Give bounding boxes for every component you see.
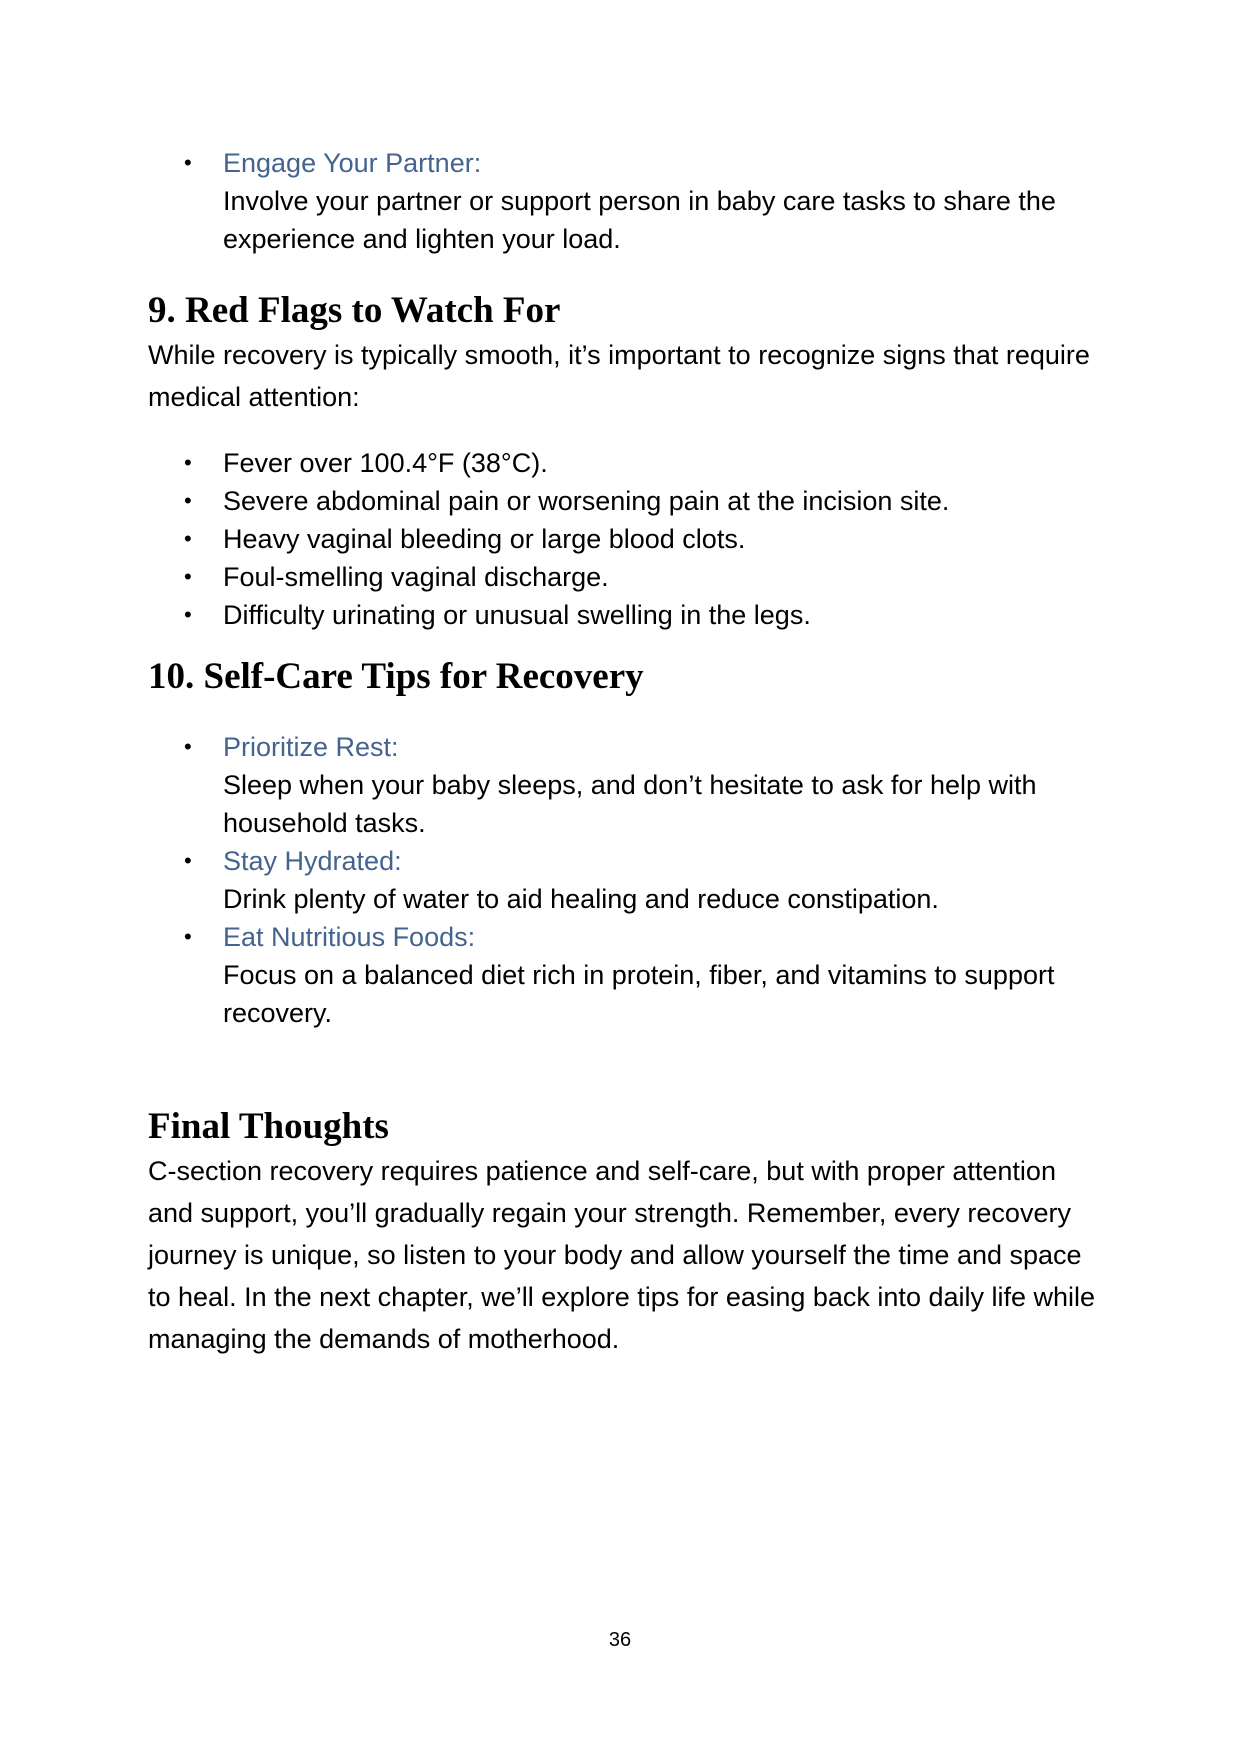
list-item-text: Drink plenty of water to aid healing and reduce constipation.	[223, 884, 939, 914]
list-item-lead: • Prioritize Rest:	[223, 732, 399, 762]
list-item-lead: • Engage Your Partner:	[223, 148, 482, 178]
list-item: • Fever over 100.4°F (38°C).	[148, 444, 1108, 482]
section-intro: While recovery is typically smooth, it’s important to recognize signs that require medical attention:	[148, 340, 1090, 412]
section-heading-final-thoughts: Final Thoughts	[148, 1106, 389, 1147]
page-content	[148, 144, 1108, 1360]
list-item: • Difficulty urinating or unusual swelling in the legs.	[148, 596, 1108, 634]
section-heading-self-care: 10. Self-Care Tips for Recovery	[148, 656, 644, 697]
red-flags-list	[148, 444, 1108, 634]
list-item: • Severe abdominal pain or worsening pain at the incision site.	[148, 482, 1108, 520]
list-item-text: Sleep when your baby sleeps, and don’t hesitate to ask for help with household tasks.	[223, 770, 1037, 838]
list-item: • Foul-smelling vaginal discharge.	[148, 558, 1108, 596]
list-item-text: Focus on a balanced diet rich in protein, fiber, and vitamins to support recovery.	[223, 960, 1055, 1028]
page-number: 36	[608, 1629, 632, 1651]
list-item-prioritize-rest	[148, 728, 1108, 842]
list-item-eat-nutritious	[148, 918, 1108, 1032]
self-care-list	[148, 728, 1108, 1032]
list-item: • Heavy vaginal bleeding or large blood clots.	[148, 520, 1108, 558]
list-item-lead: • Stay Hydrated:	[223, 846, 402, 876]
final-thoughts-paragraph: C-section recovery requires patience and self-care, but with proper attention and support, you’ll gradually regain your strength. Remember, every recovery journey is unique, so listen to your body and allow yourself the time and space to heal. In the next chapter, we’ll explore tips for easing back into daily life while managing the demands of motherhood.	[148, 1156, 1096, 1354]
list-item-text: Involve your partner or support person in baby care tasks to share the experience and lighten your load.	[223, 186, 1056, 254]
list-item-stay-hydrated	[148, 842, 1108, 918]
section-heading-red-flags: 9. Red Flags to Watch For	[148, 290, 561, 331]
list-item-lead: • Eat Nutritious Foods:	[223, 922, 476, 952]
list-item-engage-partner	[148, 144, 1108, 258]
